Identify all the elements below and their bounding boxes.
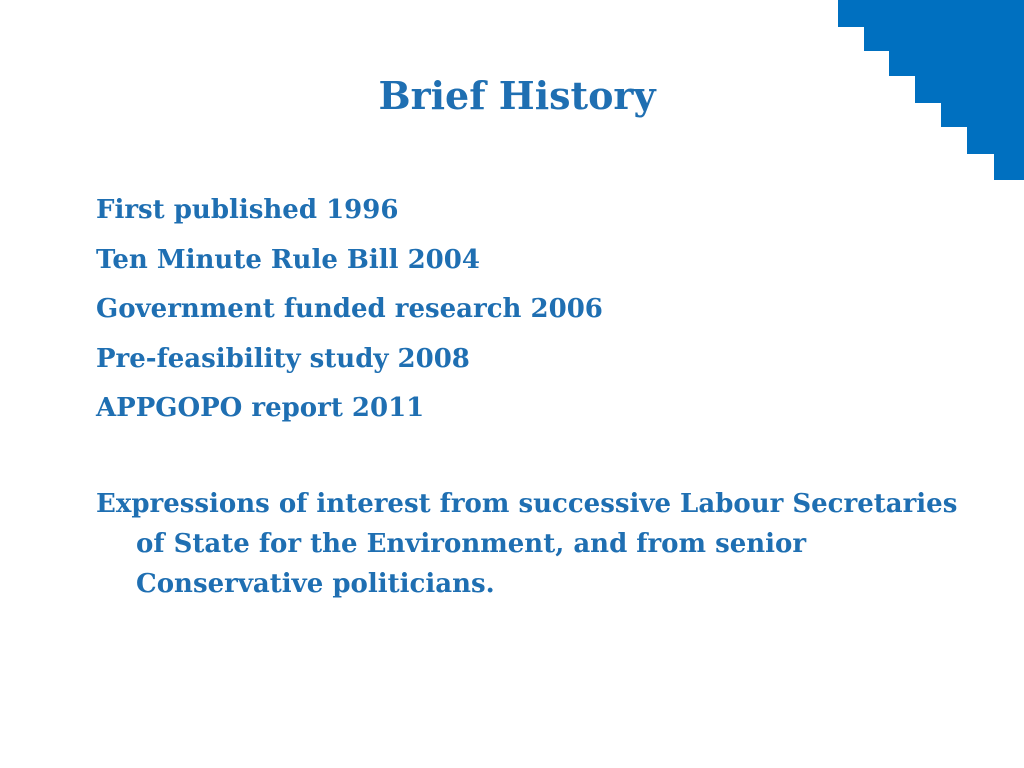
milestone-item: Pre-feasibility study 2008 — [96, 343, 470, 374]
milestone-item: APPGOPO report 2011 — [96, 393, 425, 423]
expressions-of-interest-paragraph: Expressions of interest from successive Labour Secretaries of State for the Environment, and from senior Conservative politicians. — [96, 489, 958, 599]
milestone-item: Ten Minute Rule Bill 2004 — [96, 244, 480, 275]
milestone-list — [96, 186, 936, 434]
milestone-item: Government funded research 2006 — [96, 294, 603, 324]
slide-title: Brief History — [378, 73, 656, 118]
milestone-item: First published 1996 — [96, 195, 399, 225]
